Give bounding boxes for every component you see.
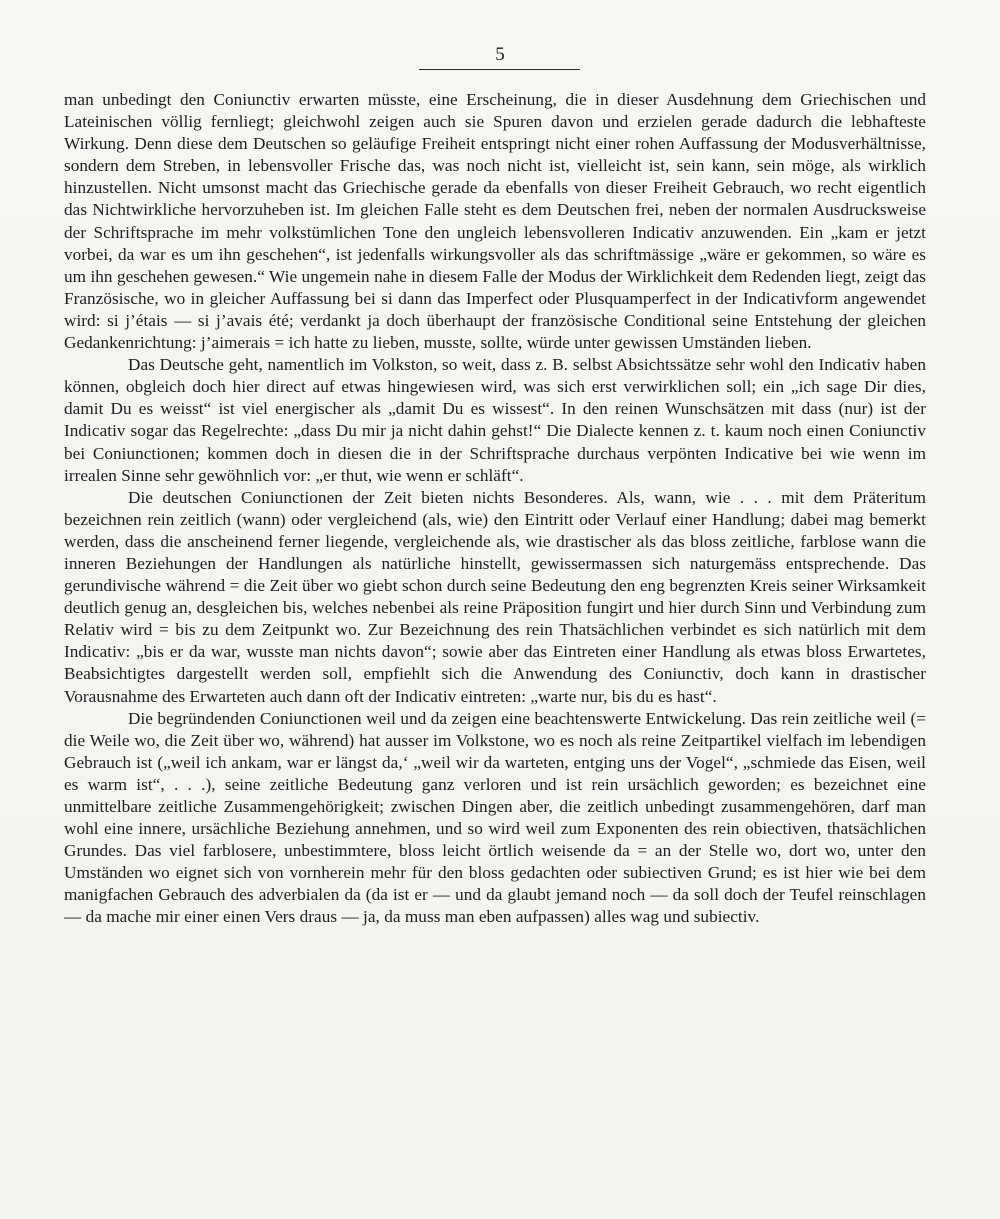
page-number: 5 (495, 44, 505, 65)
page-number-rule (419, 69, 580, 70)
paragraph-temporal-conjunctions: Die deutschen Coniunctionen der Zeit bieten nichts Besonderes. Als, wann, wie . . . mit dem Präteritum bezeichnen rein zeitlich (wann) oder vergleichend (als, wie) den Eintritt oder Verlauf einer Handlung; dabei mag bemerkt werden, dass die anscheinend ferner liegende, vergleichende als, wie drastischer als das bloss zeitliche, farblose wann die inneren Beziehungen der Handlungen als natürliche hinstellt, gewissermassen sich naturgemäss entsprechende. Das gerundivische während = die Zeit über wo giebt schon durch seine Bedeutung den eng begrenzten Kreis seiner Wirksamkeit deutlich genug an, desgleichen bis, welches nebenbei als reine Präposition fungirt und hier durch Sinn und Verbindung zum Relativ wird = bis zu dem Zeitpunkt wo. Zur Bezeichnung des rein Thatsächlichen verbindet es sich natürlich mit dem Indicativ: „bis er da war, wusste man nichts davon“; sowie aber das Eintreten einer Handlung als etwas bloss Erwartetes, Beabsichtigtes dargestellt werden soll, empfiehlt sich die Anwendung des Coniunctiv, doch kann in drastischer Vorausnahme des Erwarteten auch dann oft der Indicativ eintreten: „warte nur, bis du es hast“. (64, 487, 926, 706)
paragraph-indicative-purpose: Das Deutsche geht, namentlich im Volkston, so weit, dass z. B. selbst Absichtssätze sehr wohl den Indicativ haben können, obgleich doch hier direct auf etwas hingewiesen wird, was sich erst verwirklichen soll; ein „ich sage Dir dies, damit Du es weisst“ ist viel energischer als „damit Du es wissest“. In den reinen Wunschsätzen mit dass (nur) ist der Indicativ sogar das Regelrechte: „dass Du mir ja nicht dahin gehst!“ Die Dialecte kennen z. t. kaum noch einen Coniunctiv bei Coniunctionen; kommen doch in diesen die in der Schriftsprache durchaus verpönten Indicative bei wie wenn im irrealen Sinne sehr gewöhnlich vor: „er thut, wie wenn er schläft“. (64, 355, 926, 485)
text-body (64, 89, 926, 929)
paragraph-coniunctiv-freedom: man unbedingt den Coniunctiv erwarten müsste, eine Erscheinung, die in dieser Ausdehnung dem Griechischen und Lateinischen völlig fernliegt; gleichwohl zeigen auch sie Spuren davon und erzielen gerade dadurch die lebhafteste Wirkung. Denn diese dem Deutschen so geläufige Freiheit entspringt nicht einer rohen Auffassung der Modusverhältnisse, sondern dem Streben, in lebensvoller Frische das, was noch nicht ist, vielleicht ist, sein kann, sein möge, als wirklich hinzustellen. Nicht umsonst macht das Griechische gerade da ebenfalls von dieser Freiheit Gebrauch, wo recht eigentlich das Nichtwirkliche hervorzuheben ist. Im gleichen Falle steht es dem Deutschen frei, neben der normalen Ausdrucksweise der Schriftsprache im mehr volkstümlichen Tone den ungleich lebensvolleren Indicativ anzuwenden. Ein „kam er jetzt vorbei, da war es um ihn geschehen“, ist jedenfalls wirkungsvoller als das schriftmässige „wäre er gekommen, so wäre es um ihn geschehen gewesen.“ Wie ungemein nahe in diesem Falle der Modus der Wirklichkeit dem Redenden liegt, zeigt das Französische, wo in gleicher Auffassung bei si dann das Imperfect oder Plusquamperfect in der Indicativform angewendet wird: si j’étais — si j’avais été; verdankt ja doch überhaupt der französische Conditional seine Entstehung der gleichen Gedankenrichtung: j’aimerais = ich hatte zu lieben, musste, sollte, würde unter gewissen Umständen lieben. (64, 90, 926, 353)
paragraph-causal-conjunctions: Die begründenden Coniunctionen weil und da zeigen eine beachtenswerte Entwickelung. Das rein zeitliche weil (= die Weile wo, die Zeit über wo, während) hat ausser im Volkstone, wo es noch als reine Zeitpartikel vielfach im lebendigen Gebrauch ist („weil ich ankam, war er längst da,‘ „weil wir da warteten, entging uns der Vogel“, „schmiede das Eisen, weil es warm ist“, . . .), seine zeitliche Bedeutung ganz verloren und ist rein ursächlich geworden; es bezeichnet eine unmittelbare zeitliche Zusammengehörigkeit; zwischen Dingen aber, die zeitlich unbedingt zusammengehören, darf man wohl eine innere, ursächliche Beziehung annehmen, und so wird weil zum Exponenten des rein obiectiven, thatsächlichen Grundes. Das viel farblosere, unbestimmtere, bloss leicht örtlich weisende da = an der Stelle wo, dort wo, unter den Umständen wo eignet sich von vornherein mehr für den bloss gedachten oder subiectiven Grund; es ist hier wie bei dem manigfachen Gebrauch des adverbialen da (da ist er — und da glaubt jemand noch — da soll doch der Teufel reinschlagen — da mache mir einer einen Vers draus — ja, da muss man eben aufpassen) alles wag und subiectiv. (64, 708, 926, 927)
